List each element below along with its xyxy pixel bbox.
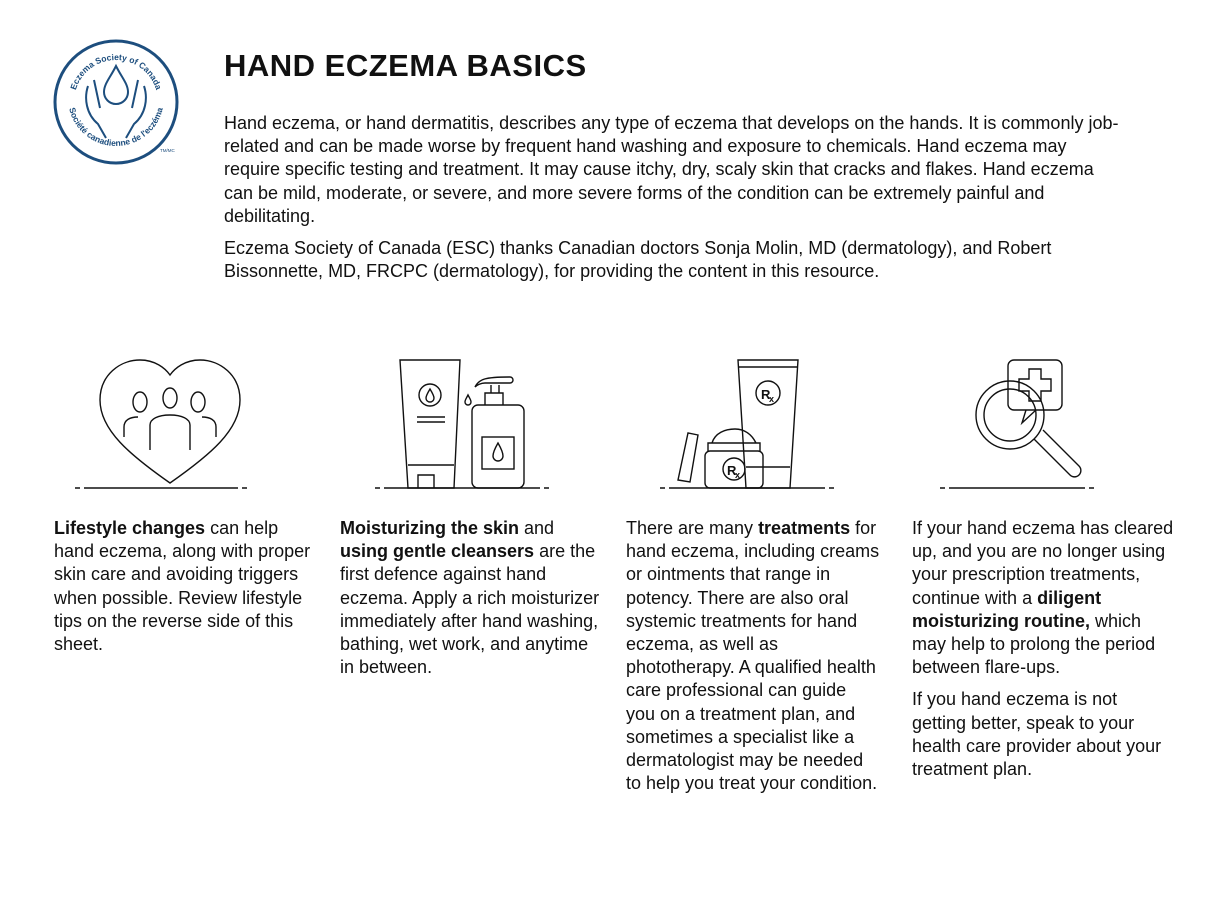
- heart-people-icon: [70, 355, 270, 495]
- treatments-column: [626, 517, 880, 804]
- eczema-society-logo: [52, 38, 180, 166]
- intro: [224, 112, 1124, 292]
- text: for hand eczema, including creams or ointments that range in potency. There are also oral systemic treatments for hand eczema, as well as phototherapy. A qualified health care professional can guide you on a treatment plan, and sometimes a specialist like a dermatologist may be needed to help you treat your condition.: [626, 518, 880, 794]
- maintenance-text: [912, 517, 1174, 679]
- emphasis: Moisturizing the skin: [340, 518, 520, 538]
- moisturizing-column: [340, 517, 602, 688]
- moisturizer-pump-icon: [355, 355, 555, 495]
- svg-text:R: R: [761, 387, 771, 402]
- svg-text:x: x: [769, 394, 775, 404]
- svg-text:Société canadienne de l'eczéma: Société canadienne de l'eczéma: [67, 106, 165, 149]
- svg-text:Eczema Society of Canada: Eczema Society of Canada: [68, 51, 164, 91]
- svg-text:x: x: [735, 470, 741, 480]
- treatments-text: [626, 517, 880, 795]
- moisturizing-text: [340, 517, 602, 679]
- text: and: [519, 518, 555, 538]
- text: There are many: [626, 518, 759, 538]
- emphasis: treatments: [758, 518, 851, 538]
- prescription-products-icon: [640, 355, 840, 495]
- text: If your hand eczema has cleared up, and you are no longer using your prescription treatments, continue with a: [912, 518, 1174, 608]
- lifestyle-text: [54, 517, 316, 656]
- emphasis: Lifestyle changes: [54, 518, 206, 538]
- text: can help hand eczema, along with proper skin care and avoiding triggers when possible. Review lifestyle tips on the reverse side of this sheet.: [54, 518, 311, 655]
- see-provider-text: If you hand eczema is not getting better, speak to your health care provider about your treatment plan.: [912, 689, 1162, 780]
- svg-text:TM/MC: TM/MC: [160, 148, 175, 153]
- text: are the first defence against hand eczema. Apply a rich moisturizer immediately after hand washing, bathing, wet work, and anytime in between.: [340, 541, 600, 678]
- emphasis: diligent moisturizing routine,: [912, 587, 1102, 631]
- page-title: HAND ECZEMA BASICS: [224, 48, 587, 83]
- text: which may help to prolong the period between flare-ups.: [912, 610, 1156, 678]
- svg-text:R: R: [727, 463, 737, 478]
- magnifier-medical-icon: [930, 355, 1130, 495]
- acknowledgement-paragraph: Eczema Society of Canada (ESC) thanks Canadian doctors Sonja Molin, MD (dermatology), and Robert Bissonnette, MD, FRCPC (dermatology), for providing the content in this resource.: [224, 238, 1052, 282]
- intro-paragraph: Hand eczema, or hand dermatitis, describes any type of eczema that develops on the hands. It is commonly job-related and can be made worse by frequent hand washing and exposure to chemicals. Hand eczema may require specific testing and treatment. It may cause itchy, dry, scaly skin that cracks and flakes. Hand eczema can be mild, moderate, or severe, and more severe forms of the condition can be extremely painful and debilitating.: [224, 113, 1119, 226]
- lifestyle-column: [54, 517, 316, 665]
- emphasis: using gentle cleansers: [340, 541, 535, 562]
- maintenance-column: [912, 517, 1174, 790]
